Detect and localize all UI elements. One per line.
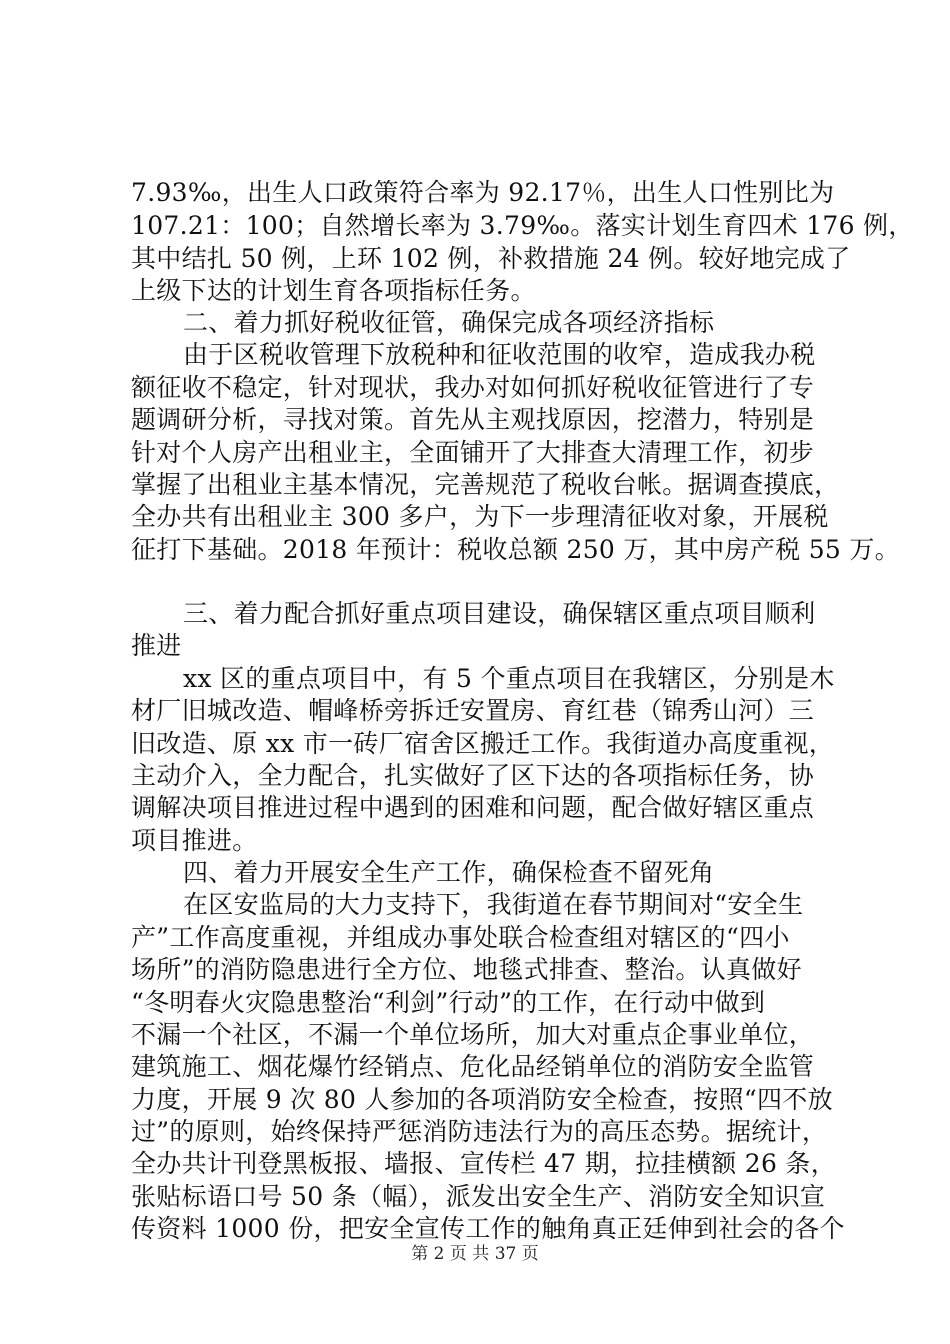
text-line: 额征收不稳定，针对现状，我办对如何抓好税收征管进行了专 [131, 373, 815, 402]
text-line: 不漏一个社区，不漏一个单位场所，加大对重点企事业单位， [131, 1020, 815, 1049]
text-line: xx 区的重点项目中，有 5 个重点项目在我辖区，分别是木 [183, 664, 835, 693]
text-line: 掌握了出租业主基本情况，完善规范了税收台帐。据调查摸底， [131, 470, 840, 499]
text-line: 建筑施工、烟花爆竹经销点、危化品经销单位的消防安全监管 [131, 1052, 815, 1081]
text-line: 传资料 1000 份，把安全宣传工作的触角真正廷伸到社会的各个 [131, 1214, 845, 1243]
section-heading: 二、着力抓好税收征管，确保完成各项经济指标 [183, 308, 715, 337]
text-line: 在区安监局的大力支持下，我街道在春节期间对“安全生 [183, 890, 804, 919]
text-line: 材厂旧城改造、帽峰桥旁拆迁安置房、育红巷（锦秀山河）三 [131, 696, 815, 725]
text-line: 力度，开展 9 次 80 人参加的各项消防安全检查，按照“四不放 [131, 1085, 833, 1114]
text-line: 由于区税收管理下放税种和征收范围的收窄，造成我办税 [183, 340, 816, 369]
text-line: 征打下基础。2018 年预计：税收总额 250 万，其中房产税 55 万。 [131, 535, 900, 564]
text-line: 针对个人房产出租业主，全面铺开了大排查大清理工作，初步 [131, 438, 815, 467]
text-line: 7.93‰，出生人口政策符合率为 92.17％，出生人口性别比为 [131, 178, 835, 207]
text-line: 过”的原则，始终保持严惩消防违法行为的高压态势。据统计， [131, 1117, 828, 1146]
text-line: 项目推进。 [131, 826, 258, 855]
text-line: 旧改造、原 xx 市一砖厂宿舍区搬迁工作。我街道办高度重视， [131, 729, 835, 758]
text-line: 主动介入，全力配合，扎实做好了区下达的各项指标任务，协 [131, 761, 815, 790]
section-heading: 四、着力开展安全生产工作，确保检查不留死角 [183, 858, 715, 887]
text-line: 题调研分析，寻找对策。首先从主观找原因，挖潜力，特别是 [131, 405, 815, 434]
text-line: 调解决项目推进过程中遇到的困难和问题，配合做好辖区重点 [131, 793, 815, 822]
page-number-footer: 第 2 页 共 37 页 [411, 1244, 539, 1264]
text-line: 产”工作高度重视，并组成办事处联合检查组对辖区的“四小 [131, 923, 790, 952]
text-line: 全办共有出租业主 300 多户，为下一步理清征收对象，开展税 [131, 502, 829, 531]
section-heading: 三、着力配合抓好重点项目建设，确保辖区重点项目顺利 [183, 599, 816, 628]
text-line: 全办共计刊登黑板报、墙报、宣传栏 47 期，拉挂横额 26 条， [131, 1149, 837, 1178]
text-line: 张贴标语口号 50 条（幅），派发出安全生产、消防安全知识宣 [131, 1182, 826, 1211]
text-line: 107.21：100；自然增长率为 3.79‰。落实计划生育四术 176 例， [131, 211, 914, 240]
text-line: 场所”的消防隐患进行全方位、地毯式排查、整治。认真做好 [131, 955, 802, 984]
section-heading: 推进 [131, 631, 182, 660]
text-line: 其中结扎 50 例，上环 102 例，补救措施 24 例。较好地完成了 [131, 244, 851, 273]
text-line: “冬明春火灾隐患整治“利剑”行动”的工作，在行动中做到 [131, 988, 766, 1017]
text-line: 上级下达的计划生育各项指标任务。 [131, 276, 536, 305]
